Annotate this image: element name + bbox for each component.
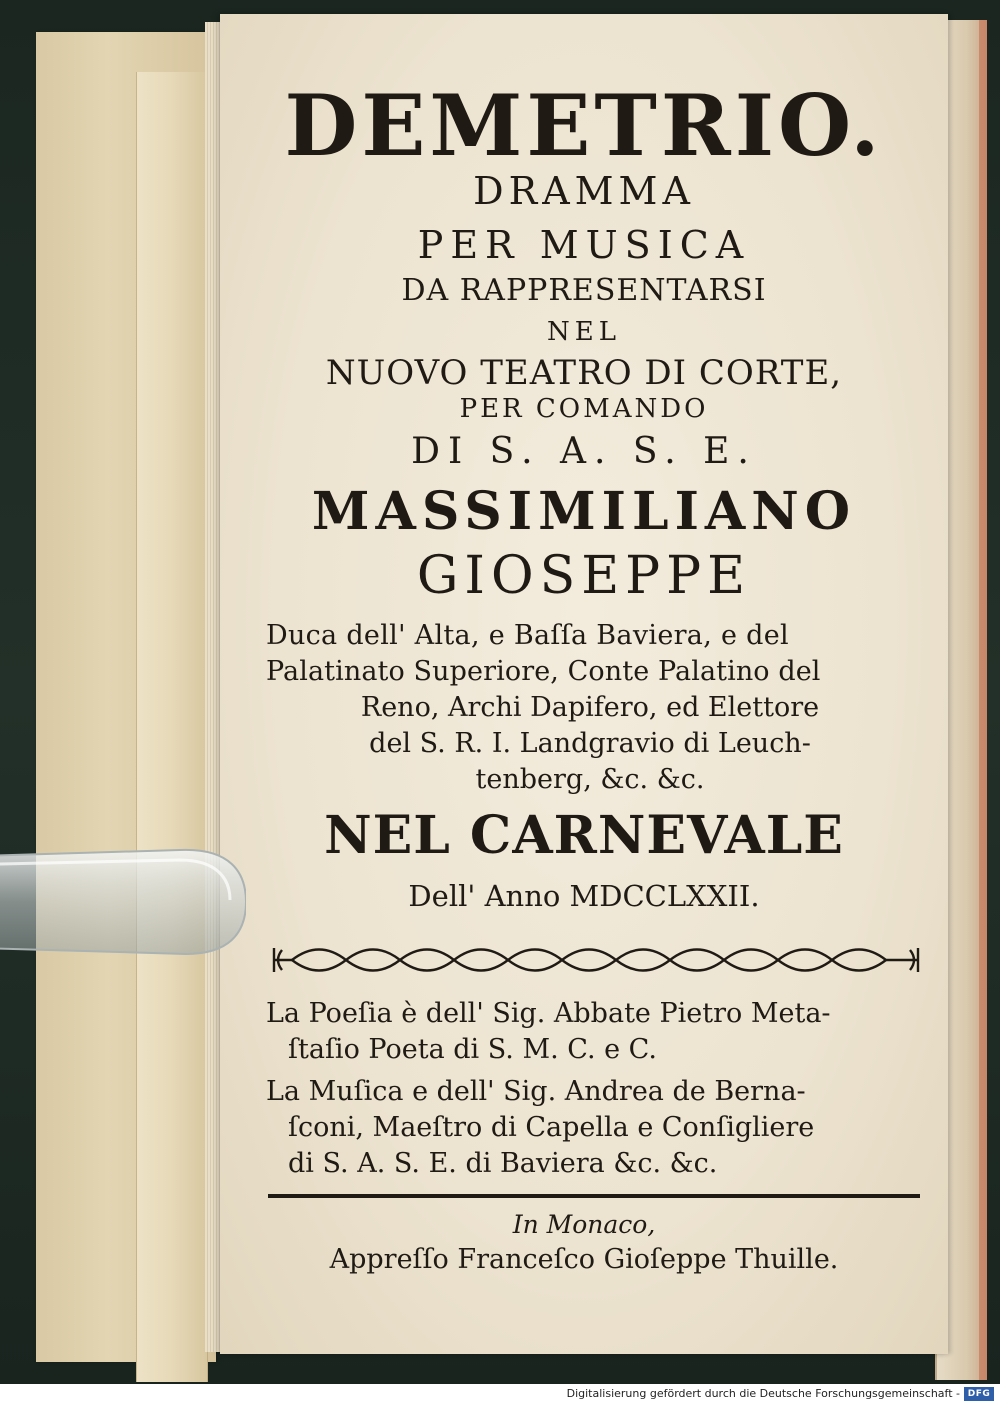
credit-line: La Muſica e dell' Sig. Andrea de Berna- [266,1076,806,1107]
patron-name-2: GIOSEPPE [416,546,752,606]
page-holder-clip [0,842,246,962]
command-line: PER COMANDO [459,394,709,424]
credit-line: La Poeſia è dell' Sig. Abbate Pietro Meta- [266,998,831,1029]
theatre-line: NUOVO TEATRO DI CORTE, [325,353,843,393]
binding-stripe [136,72,208,1382]
dfg-logo: DFG [964,1387,994,1401]
title-page [220,14,948,1354]
season-line: NEL CARNEVALE [324,805,844,866]
work-title: DEMETRIO. [284,76,884,175]
dedication-line: Duca dell' Alta, e Baſſa Baviera, e del [266,620,789,651]
genre-line-2: PER MUSICA [417,223,751,267]
imprint-city: In Monaco, [512,1210,656,1239]
preposition-line: NEL [547,317,621,347]
dedication-line: del S. R. I. Landgravio di Leuch- [369,728,811,759]
imprint-printer: Appreſſo Franceſco Gioſeppe Thuille. [329,1244,839,1275]
dedication-line: tenberg, &c. &c. [475,764,705,795]
funding-credit: Digitalisierung gefördert durch die Deutsche Forschungsgemeinschaft - [566,1387,960,1400]
digitization-footer [0,1384,1000,1404]
divider-rule [268,1194,920,1198]
honorific-line: DI S. A. S. E. [411,431,757,472]
dedication-line: Palatinato Superiore, Conte Palatino del [266,656,821,687]
credit-line: di S. A. S. E. di Baviera &c. &c. [288,1148,718,1179]
ornamental-border [270,942,922,978]
year-line: Dell' Anno MDCCLXXII. [408,879,760,913]
book-cover-board [36,32,216,1362]
performance-line: DA RAPPRESENTARSI [401,273,767,308]
dedication-line: Reno, Archi Dapifero, ed Elettore [360,692,820,723]
credit-line: ſtaſio Poeta di S. M. C. e C. [288,1034,657,1065]
genre-line-1: DRAMMA [473,169,695,213]
patron-name-1: MASSIMILIANO [311,481,857,542]
credit-line: ſconi, Maeſtro di Capella e Conſigliere [288,1112,815,1143]
